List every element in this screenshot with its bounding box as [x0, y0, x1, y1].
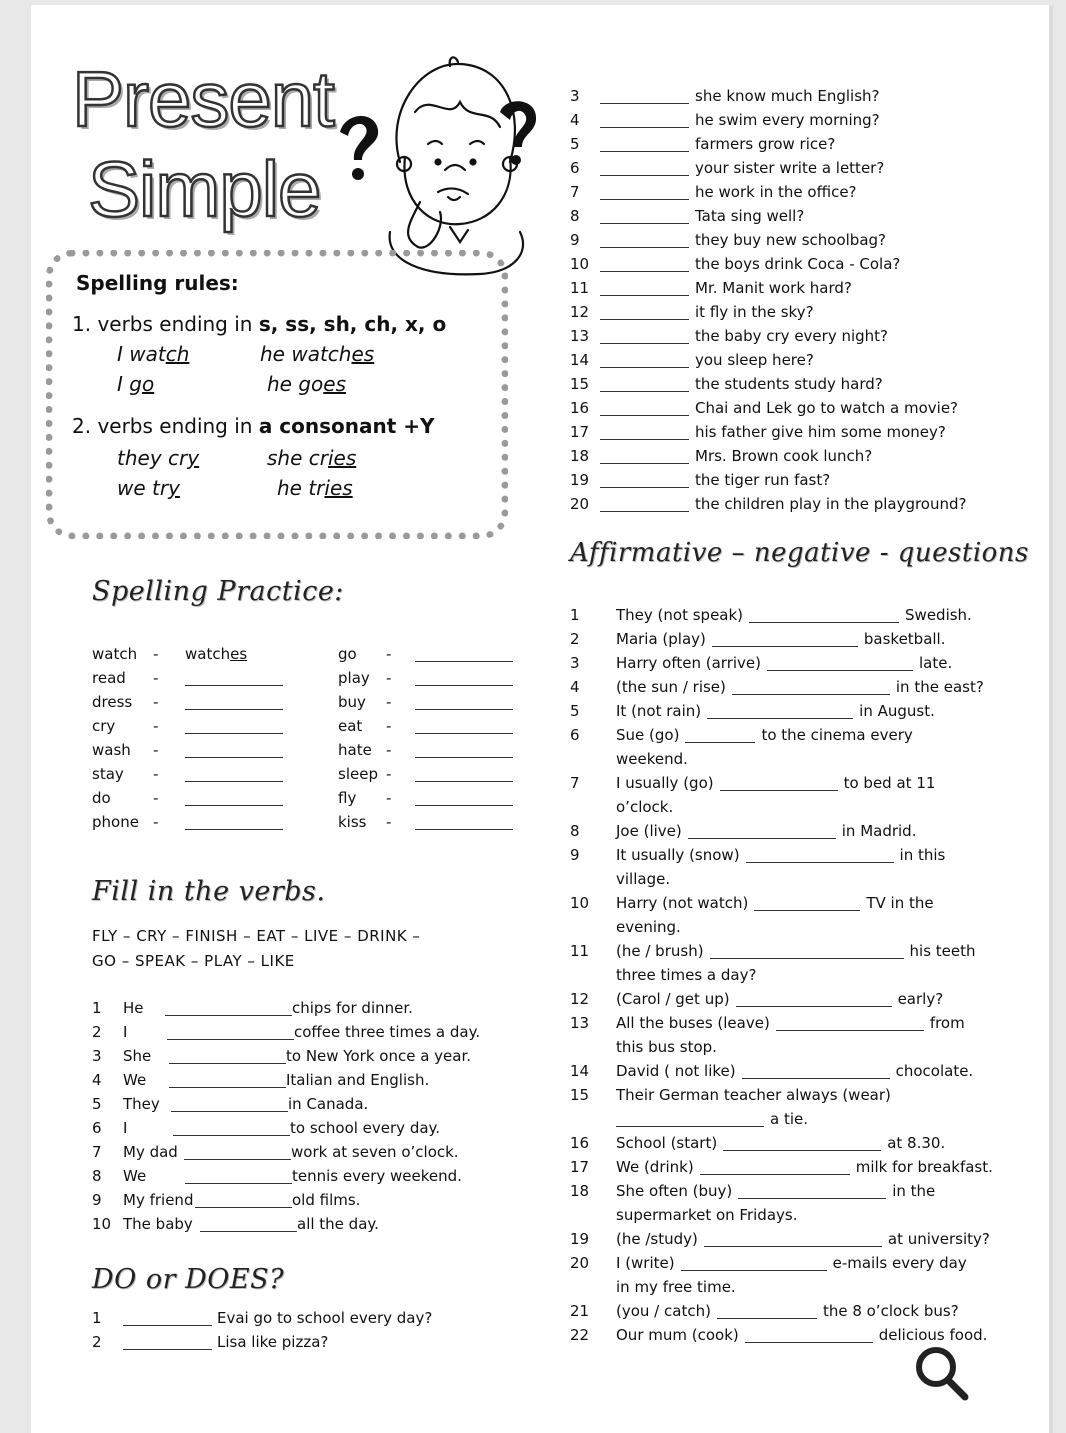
practice-word: read: [92, 669, 126, 687]
answer-blank[interactable]: [732, 694, 890, 695]
item-prompt: We (drink): [616, 1158, 694, 1176]
question-text: your sister write a letter?: [695, 159, 885, 177]
rule-1: 1. verbs ending in s, ss, sh, ch, x, o: [72, 312, 447, 336]
question-text: his father give him some money?: [695, 423, 946, 441]
item-rest: all the day.: [297, 1215, 379, 1233]
practice-word: fly: [338, 789, 357, 807]
answer-blank[interactable]: [600, 511, 689, 512]
item-continuation: a tie.: [770, 1110, 809, 1128]
item-prompt: It usually (snow): [616, 846, 740, 864]
item-subject: He: [123, 999, 144, 1017]
item-prompt: They (not speak): [616, 606, 744, 624]
item-subject: She: [123, 1047, 152, 1065]
item-number: 10: [570, 894, 590, 912]
affirmative-heading: Affirmative – negative - questions: [570, 538, 1029, 568]
item-prompt: School (start): [616, 1134, 718, 1152]
practice-word: play: [338, 669, 370, 687]
answer-blank[interactable]: [165, 1015, 292, 1016]
question-text: the tiger run fast?: [695, 471, 831, 489]
practice-word: buy: [338, 693, 366, 711]
item-number: 1: [92, 1309, 102, 1327]
title-line-1: Present: [72, 55, 334, 143]
answer-blank[interactable]: [415, 757, 513, 758]
answer-blank[interactable]: [123, 1349, 212, 1350]
answer-blank[interactable]: [167, 1039, 294, 1040]
question-text: Tata sing well?: [695, 207, 805, 225]
item-number: 8: [570, 822, 580, 840]
answer-blank[interactable]: [717, 1318, 817, 1319]
dash: -: [386, 645, 392, 663]
dash: -: [153, 669, 159, 687]
item-number: 7: [570, 774, 580, 792]
answer-blank[interactable]: [767, 670, 913, 671]
answer-blank[interactable]: [415, 829, 513, 830]
item-number: 9: [570, 846, 580, 864]
answer-blank[interactable]: [600, 391, 689, 392]
answer-blank[interactable]: [185, 709, 283, 710]
do-does-heading: DO or DOES?: [92, 1264, 285, 1295]
answer-blank[interactable]: [700, 1174, 850, 1175]
item-ending: milk for breakfast.: [855, 1158, 993, 1176]
item-number: 9: [92, 1191, 102, 1209]
dash: -: [386, 813, 392, 831]
dash: -: [386, 669, 392, 687]
item-continuation: village.: [616, 870, 671, 888]
answer-blank[interactable]: [600, 463, 689, 464]
answer-blank[interactable]: [600, 487, 689, 488]
item-number: 2: [570, 630, 580, 648]
answer-blank[interactable]: [600, 439, 689, 440]
item-prompt: Joe (live): [616, 822, 682, 840]
item-number: 5: [570, 702, 580, 720]
item-number: 2: [92, 1333, 102, 1351]
item-number: 3: [570, 654, 580, 672]
item-ending: his teeth: [909, 942, 976, 960]
answer-blank[interactable]: [600, 223, 689, 224]
question-text: the students study hard?: [695, 375, 883, 393]
practice-word: kiss: [338, 813, 367, 831]
item-number: 4: [570, 678, 580, 696]
practice-word: phone: [92, 813, 139, 831]
answer-blank[interactable]: [171, 1111, 288, 1112]
rule-2: 2. verbs ending in a consonant +Y: [72, 414, 435, 438]
item-rest: tennis every weekend.: [292, 1167, 462, 1185]
answer-blank[interactable]: [200, 1231, 297, 1232]
item-subject: We: [123, 1167, 147, 1185]
answer-blank[interactable]: [704, 1246, 882, 1247]
item-prompt: Their German teacher always (wear): [616, 1086, 891, 1104]
item-number: 14: [570, 1062, 590, 1080]
answer-blank[interactable]: [173, 1135, 290, 1136]
item-rest: work at seven o’clock.: [291, 1143, 459, 1161]
answer-blank[interactable]: [600, 271, 689, 272]
dash: -: [153, 741, 159, 759]
item-continuation: supermarket on Fridays.: [616, 1206, 798, 1224]
answer-blank[interactable]: [600, 319, 689, 320]
item-prompt: (he / brush): [616, 942, 704, 960]
item-prompt: Sue (go): [616, 726, 680, 744]
answer-blank[interactable]: [184, 1159, 291, 1160]
item-ending: to bed at 11: [843, 774, 936, 792]
item-number: 9: [570, 231, 580, 249]
question-text: he swim every morning?: [695, 111, 880, 129]
answer-blank[interactable]: [415, 709, 513, 710]
fill-verbs-heading: Fill in the verbs.: [92, 876, 326, 907]
item-rest: in Canada.: [288, 1095, 369, 1113]
question-text: Mrs. Brown cook lunch?: [695, 447, 873, 465]
answer-blank[interactable]: [185, 781, 283, 782]
item-continuation: in my free time.: [616, 1278, 736, 1296]
rule2-example-third: she cries: [267, 446, 357, 470]
item-continuation: three times a day?: [616, 966, 757, 984]
item-continuation: evening.: [616, 918, 681, 936]
item-ending: the 8 o’clock bus?: [822, 1302, 959, 1320]
word-bank-line-2: GO – SPEAK – PLAY – LIKE: [92, 952, 295, 970]
item-number: 1: [570, 606, 580, 624]
answer-blank[interactable]: [688, 838, 836, 839]
answer-blank[interactable]: [169, 1087, 286, 1088]
rule1-example-base: I go: [117, 372, 155, 396]
item-rest: chips for dinner.: [292, 999, 413, 1017]
dash: -: [386, 693, 392, 711]
item-number: 13: [570, 327, 590, 345]
item-ending: chocolate.: [895, 1062, 974, 1080]
question-text: he work in the office?: [695, 183, 857, 201]
item-prompt: Maria (play): [616, 630, 706, 648]
item-number: 6: [92, 1119, 102, 1137]
answer-blank[interactable]: [600, 415, 689, 416]
answer-blank[interactable]: [415, 805, 513, 806]
item-number: 10: [92, 1215, 112, 1233]
item-subject: I: [123, 1023, 128, 1041]
item-continuation: o’clock.: [616, 798, 674, 816]
item-number: 12: [570, 303, 590, 321]
item-number: 5: [570, 135, 580, 153]
answer-blank[interactable]: [600, 175, 689, 176]
item-number: 8: [92, 1167, 102, 1185]
item-ending: in August.: [859, 702, 935, 720]
dash: -: [153, 717, 159, 735]
answer-blank[interactable]: [742, 1078, 890, 1079]
item-ending: in this: [899, 846, 946, 864]
dash: -: [386, 789, 392, 807]
question-text: the boys drink Coca - Cola?: [695, 255, 901, 273]
practice-word: dress: [92, 693, 133, 711]
answer-blank[interactable]: [169, 1063, 286, 1064]
item-number: 14: [570, 351, 590, 369]
answer-blank[interactable]: [600, 127, 689, 128]
dash: -: [153, 693, 159, 711]
rule2-example-third: he tries: [277, 476, 353, 500]
answer-blank[interactable]: [736, 1006, 892, 1007]
item-number: 11: [570, 942, 590, 960]
item-prompt: All the buses (leave): [616, 1014, 770, 1032]
question-text: Evai go to school every day?: [217, 1309, 433, 1327]
item-continuation: weekend.: [616, 750, 688, 768]
item-number: 13: [570, 1014, 590, 1032]
item-number: 5: [92, 1095, 102, 1113]
item-ending: from: [929, 1014, 965, 1032]
answer-blank[interactable]: [185, 829, 283, 830]
item-subject: They: [123, 1095, 160, 1113]
word-bank-line-1: FLY – CRY – FINISH – EAT – LIVE – DRINK –: [92, 927, 421, 945]
item-ending: early?: [897, 990, 944, 1008]
answer-blank[interactable]: [600, 199, 689, 200]
item-number: 17: [570, 423, 590, 441]
item-number: 6: [570, 159, 580, 177]
item-ending: in the east?: [895, 678, 984, 696]
item-number: 21: [570, 1302, 590, 1320]
item-subject: I: [123, 1119, 128, 1137]
answer-blank[interactable]: [707, 718, 853, 719]
item-rest: old films.: [292, 1191, 361, 1209]
rule2-example-base: we try: [117, 476, 180, 500]
item-prompt: Harry often (arrive): [616, 654, 762, 672]
item-number: 19: [570, 471, 590, 489]
question-text: they buy new schoolbag?: [695, 231, 886, 249]
spelling-practice-heading: Spelling Practice:: [92, 576, 344, 607]
practice-word: do: [92, 789, 111, 807]
answer-blank[interactable]: [600, 247, 689, 248]
dash: -: [386, 765, 392, 783]
answer-blank[interactable]: [749, 622, 899, 623]
item-number: 4: [570, 111, 580, 129]
answer-blank[interactable]: [185, 1183, 292, 1184]
item-prompt: I (write): [616, 1254, 675, 1272]
answer-blank[interactable]: [123, 1325, 212, 1326]
question-text: the baby cry every night?: [695, 327, 889, 345]
answer-blank[interactable]: [600, 295, 689, 296]
answer-blank[interactable]: [723, 1150, 881, 1151]
item-number: 17: [570, 1158, 590, 1176]
item-number: 15: [570, 1086, 590, 1104]
question-text: Mr. Manit work hard?: [695, 279, 852, 297]
rule1-example-third: he goes: [267, 372, 347, 396]
dash: -: [386, 717, 392, 735]
item-ending: e-mails every day: [832, 1254, 967, 1272]
item-rest: to school every day.: [290, 1119, 441, 1137]
magnifier-icon[interactable]: [912, 1345, 970, 1403]
item-ending: late.: [919, 654, 953, 672]
item-rest: Italian and English.: [286, 1071, 430, 1089]
item-number: 18: [570, 1182, 590, 1200]
item-ending: TV in the: [866, 894, 934, 912]
item-ending: Swedish.: [905, 606, 972, 624]
item-ending: in the: [892, 1182, 936, 1200]
item-ending: delicious food.: [878, 1326, 988, 1344]
item-prompt: David ( not like): [616, 1062, 736, 1080]
item-number: 3: [570, 87, 580, 105]
answer-blank[interactable]: [720, 790, 838, 791]
answer-blank[interactable]: [776, 1030, 924, 1031]
answer-blank[interactable]: [600, 151, 689, 152]
answer-blank[interactable]: [600, 103, 689, 104]
practice-word: cry: [92, 717, 116, 735]
item-ending: basketball.: [863, 630, 946, 648]
answer-blank[interactable]: [712, 646, 858, 647]
item-number: 19: [570, 1230, 590, 1248]
item-number: 2: [92, 1023, 102, 1041]
item-prompt: I usually (go): [616, 774, 714, 792]
practice-word: sleep: [338, 765, 378, 783]
item-subject: The baby: [123, 1215, 193, 1233]
item-number: 1: [92, 999, 102, 1017]
item-continuation: this bus stop.: [616, 1038, 717, 1056]
item-number: 7: [570, 183, 580, 201]
item-prompt: (Carol / get up): [616, 990, 730, 1008]
item-prompt: Harry (not watch): [616, 894, 749, 912]
item-number: 22: [570, 1326, 590, 1344]
answer-blank[interactable]: [745, 1342, 873, 1343]
item-prompt: (the sun / rise): [616, 678, 726, 696]
item-number: 3: [92, 1047, 102, 1065]
dash: -: [153, 789, 159, 807]
item-number: 18: [570, 447, 590, 465]
item-rest: to New York once a year.: [286, 1047, 472, 1065]
question-text: you sleep here?: [695, 351, 814, 369]
answer-blank[interactable]: [415, 661, 513, 662]
spelling-rules-heading: Spelling rules:: [76, 271, 239, 295]
item-prompt: (he /study): [616, 1230, 698, 1248]
item-prompt: She often (buy): [616, 1182, 733, 1200]
practice-word: wash: [92, 741, 131, 759]
answer-blank[interactable]: [738, 1198, 886, 1199]
item-number: 15: [570, 375, 590, 393]
question-text: she know much English?: [695, 87, 880, 105]
title-line-2: Simple: [88, 145, 321, 233]
item-prompt: (you / catch): [616, 1302, 711, 1320]
thinking-boy-illustration: [330, 52, 540, 277]
question-text: Chai and Lek go to watch a movie?: [695, 399, 959, 417]
item-number: 7: [92, 1143, 102, 1161]
item-number: 10: [570, 255, 590, 273]
dash: -: [153, 645, 159, 663]
question-text: Lisa like pizza?: [217, 1333, 329, 1351]
answer-blank[interactable]: [185, 733, 283, 734]
item-subject: My dad: [123, 1143, 178, 1161]
item-rest: coffee three times a day.: [294, 1023, 481, 1041]
item-ending: at 8.30.: [887, 1134, 946, 1152]
question-text: it fly in the sky?: [695, 303, 814, 321]
answer-blank[interactable]: [710, 958, 904, 959]
question-text: farmers grow rice?: [695, 135, 836, 153]
practice-example-answer: watches: [185, 645, 248, 663]
answer-blank[interactable]: [681, 1270, 827, 1271]
answer-blank[interactable]: [185, 757, 283, 758]
practice-word: stay: [92, 765, 124, 783]
item-number: 20: [570, 495, 590, 513]
item-subject: My friend: [123, 1191, 194, 1209]
answer-blank[interactable]: [415, 685, 513, 686]
answer-blank[interactable]: [415, 781, 513, 782]
answer-blank[interactable]: [185, 685, 283, 686]
answer-blank[interactable]: [185, 805, 283, 806]
practice-word: hate: [338, 741, 372, 759]
dash: -: [153, 813, 159, 831]
answer-blank[interactable]: [415, 733, 513, 734]
item-number: 6: [570, 726, 580, 744]
item-ending: at university?: [887, 1230, 990, 1248]
item-number: 8: [570, 207, 580, 225]
answer-blank[interactable]: [600, 367, 689, 368]
dash: -: [386, 741, 392, 759]
item-prompt: Our mum (cook): [616, 1326, 739, 1344]
dash: -: [153, 765, 159, 783]
answer-blank[interactable]: [746, 862, 894, 863]
item-subject: We: [123, 1071, 147, 1089]
rule2-example-base: they cry: [117, 446, 200, 470]
rule1-example-third: he watches: [260, 342, 375, 366]
rule1-example-base: I watch: [117, 342, 190, 366]
item-ending: in Madrid.: [841, 822, 917, 840]
answer-blank[interactable]: [754, 910, 860, 911]
item-number: 20: [570, 1254, 590, 1272]
item-number: 16: [570, 1134, 590, 1152]
answer-blank[interactable]: [616, 1126, 764, 1127]
question-text: the children play in the playground?: [695, 495, 967, 513]
practice-word: go: [338, 645, 357, 663]
answer-blank[interactable]: [600, 343, 689, 344]
item-number: 12: [570, 990, 590, 1008]
answer-blank[interactable]: [195, 1207, 292, 1208]
item-number: 11: [570, 279, 590, 297]
item-number: 4: [92, 1071, 102, 1089]
item-number: 16: [570, 399, 590, 417]
item-ending: to the cinema every: [761, 726, 913, 744]
answer-blank[interactable]: [685, 742, 755, 743]
item-prompt: It (not rain): [616, 702, 702, 720]
practice-word: watch: [92, 645, 138, 663]
practice-word: eat: [338, 717, 363, 735]
